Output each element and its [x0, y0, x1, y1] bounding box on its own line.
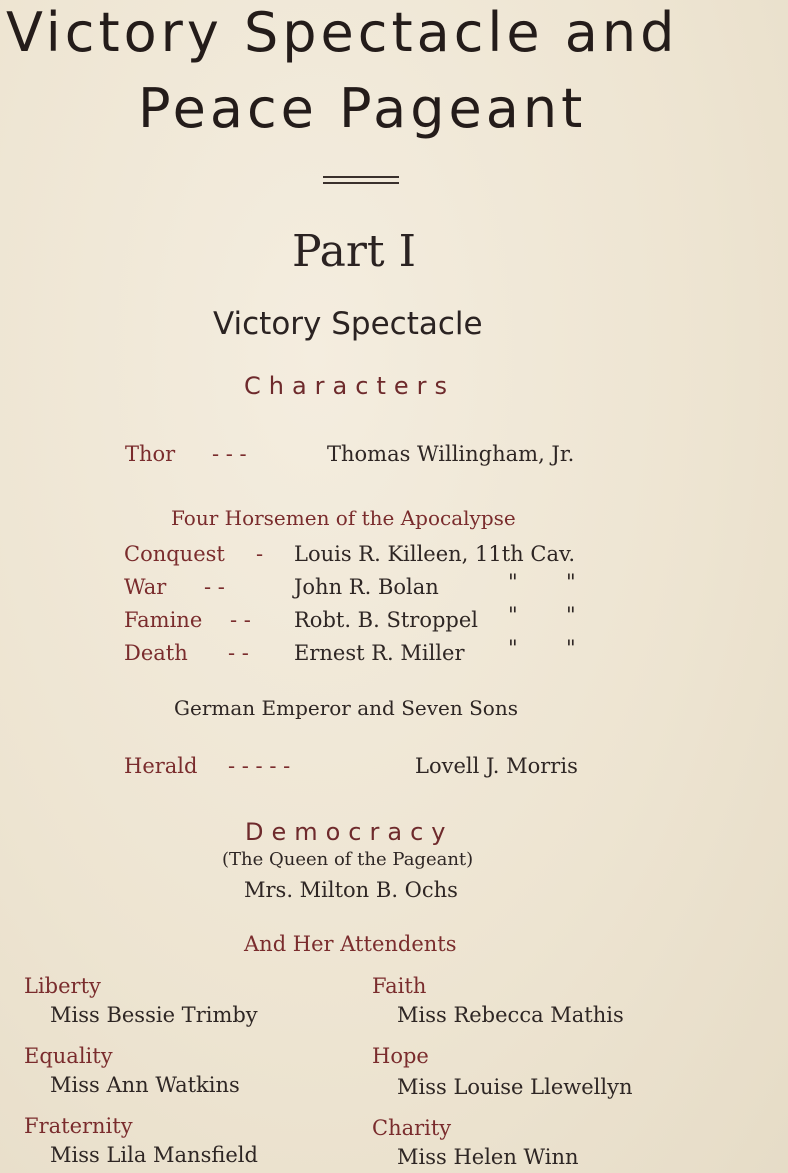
- ditto-mark: ": [566, 570, 576, 594]
- democracy-note: (The Queen of the Pageant): [222, 849, 474, 870]
- divider-rule-bottom: [323, 182, 399, 184]
- herald-actor: Lovell J. Morris: [415, 754, 578, 778]
- emperor-line: German Emperor and Seven Sons: [174, 696, 518, 720]
- subtitle: Victory Spectacle: [213, 306, 483, 342]
- attendent-role: Charity: [372, 1116, 452, 1140]
- attendent-role: Liberty: [24, 974, 101, 998]
- horseman-dashes: - -: [228, 641, 249, 665]
- horseman-dashes: -: [256, 542, 264, 566]
- attendent-name: Miss Helen Winn: [397, 1145, 579, 1169]
- horseman-actor: Robt. B. Stroppel: [294, 608, 479, 632]
- attendent-role: Faith: [372, 974, 427, 998]
- thor-dashes: - - -: [212, 442, 247, 466]
- ditto-mark: ": [508, 636, 518, 660]
- attendent-name: Miss Ann Watkins: [50, 1073, 240, 1097]
- ditto-mark: ": [566, 636, 576, 660]
- characters-heading: Characters: [244, 372, 455, 400]
- divider-rule-top: [323, 176, 399, 178]
- attendent-role: Hope: [372, 1044, 429, 1068]
- horseman-role: War: [124, 575, 167, 599]
- horseman-actor: Ernest R. Miller: [294, 641, 465, 665]
- horseman-role: Famine: [124, 608, 203, 632]
- attendents-heading: And Her Attendents: [244, 932, 457, 956]
- democracy-heading: Democracy: [245, 818, 454, 846]
- attendent-role: Equality: [24, 1044, 113, 1068]
- attendent-role: Fraternity: [24, 1114, 133, 1138]
- attendent-name: Miss Rebecca Mathis: [397, 1003, 624, 1027]
- thor-actor: Thomas Willingham, Jr.: [327, 442, 575, 466]
- democracy-actor: Mrs. Milton B. Ochs: [244, 878, 458, 902]
- title-line-1: Victory Spectacle and: [6, 1, 679, 64]
- part-heading: Part I: [292, 226, 416, 277]
- herald-dashes: - - - - -: [228, 754, 291, 778]
- attendent-name: Miss Lila Mansfield: [50, 1143, 258, 1167]
- ditto-mark: ": [508, 570, 518, 594]
- ditto-mark: ": [508, 603, 518, 627]
- horseman-dashes: - -: [204, 575, 225, 599]
- horseman-actor: Louis R. Killeen, 11th Cav.: [294, 542, 576, 566]
- herald-role: Herald: [124, 754, 198, 778]
- horseman-role: Death: [124, 641, 188, 665]
- title-line-2: Peace Pageant: [138, 77, 587, 140]
- attendent-name: Miss Bessie Trimby: [50, 1003, 258, 1027]
- ditto-mark: ": [566, 603, 576, 627]
- attendent-name: Miss Louise Llewellyn: [397, 1075, 633, 1099]
- horseman-dashes: - -: [230, 608, 251, 632]
- thor-role: Thor: [125, 442, 176, 466]
- horsemen-heading: Four Horsemen of the Apocalypse: [171, 506, 516, 530]
- horseman-role: Conquest: [124, 542, 225, 566]
- horseman-actor: John R. Bolan: [294, 575, 439, 599]
